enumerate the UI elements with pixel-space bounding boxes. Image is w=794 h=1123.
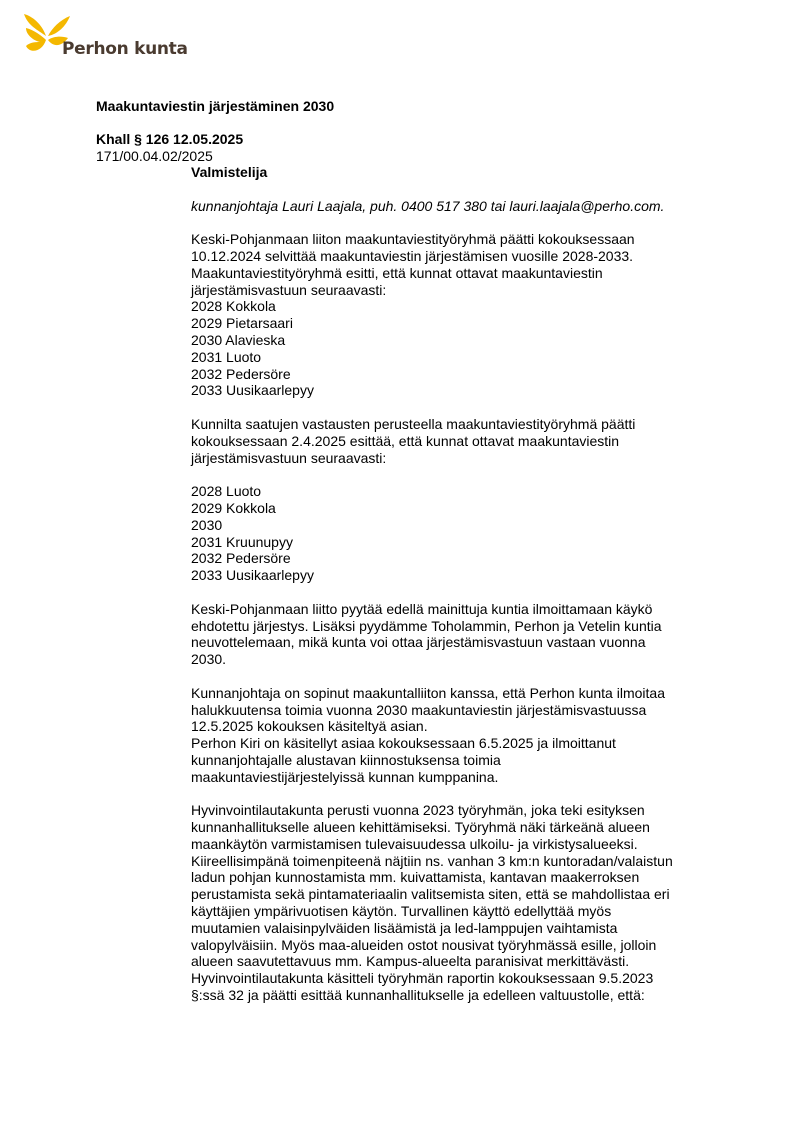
logo-wordmark: Perhon kunta [62,39,188,59]
list-item: 2032 Pedersöre [191,550,291,567]
paragraph-3 [191,601,751,668]
record-id: 171/00.04.02/2025 [96,148,213,164]
list-item: 2030 [191,516,223,533]
text-line: Kiireellisimpänä toimenpiteenä näjtiin ns. vanhan 3 km:n kuntoradan/valaistun [191,852,673,869]
text-line: Hyvinvointilautakunta käsitteli työryhmän raportin kokouksessaan 9.5.2023 [191,970,654,987]
list-item: 2031 Kruunupyy [191,533,293,550]
text-line: maakuntaviestijärjestelyissä kunnan kumppanina. [191,768,499,785]
list-item: 2029 Kokkola [191,499,276,516]
text-line: Maakuntaviestityöryhmä esitti, että kunnat ottavat maakuntaviestin [191,264,603,281]
paragraph-1 [191,231,751,399]
text-line: kokouksessaan 2.4.2025 esittää, että kunnat ottavat maakuntaviestin [191,432,620,449]
list-item: 2030 Alavieska [191,331,286,348]
text-line: halukkuutensa toimia vuonna 2030 maakuntaviestin järjestämisvastuussa [191,701,647,718]
text-line: Keski-Pohjanmaan liitto pyytää edellä mainittuja kuntia ilmoittamaan käykö [191,600,653,617]
list-item: 2032 Pedersöre [191,365,291,382]
list-item: 2028 Luoto [191,483,262,500]
perho-logo [22,12,192,60]
text-line: järjestämisvastuun seuraavasti: [191,449,387,466]
text-line: kunnanhallitukselle alueen kehittämiseksi. Työryhmä näki tärkeänä alueen [191,819,650,836]
text-line: muutamien valaisinpylväiden lisäämistä ja led-lamppujen vaihtamista [191,919,618,936]
text-line: perustamista sekä pintamateriaalin valitsemista siten, että se mahdollistaa eri [191,886,670,903]
preparer-heading: Valmistelija [191,164,268,180]
text-line: maankäytön varmistamisen tulevaisuudessa ulkoilu- ja virkistysalueeksi. [191,835,638,852]
list-2 [191,483,751,584]
list-item: 2031 Luoto [191,348,262,365]
document-body [191,164,751,1004]
text-line: 2030. [191,651,227,668]
text-line: Kunnanjohtaja on sopinut maakuntalliiton kanssa, että Perhon kunta ilmoitaa [191,684,665,701]
text-line: kunnanjohtajalle alustavan kiinnostuksensa toimia [191,751,501,768]
list-item: 2033 Uusikaarlepyy [191,382,314,399]
text-line: järjestämisvastuun seuraavasti: [191,281,387,298]
text-line: Keski-Pohjanmaan liiton maakuntaviestityöryhmä päätti kokouksessaan [191,231,635,248]
list-item: 2028 Kokkola [191,298,276,315]
text-line: Hyvinvointilautakunta perusti vuonna 2023 työryhmän, joka teki esityksen [191,802,645,819]
text-line: ehdotettu järjestys. Lisäksi pyydämme Toholammin, Perhon ja Vetelin kuntia [191,617,662,634]
text-line: §:ssä 32 ja päätti esittää kunnanhallitukselle ja edelleen valtuustolle, että: [191,987,645,1004]
text-line: valopylväisiin. Myös maa-alueiden ostot nousivat työryhmässä esille, jolloin [191,936,657,953]
list-item: 2029 Pietarsaari [191,315,293,332]
document-title: Maakuntaviestin järjestäminen 2030 [96,98,335,114]
text-line: 10.12.2024 selvittää maakuntaviestin järjestämisen vuosille 2028-2033. [191,247,634,264]
text-line: käyttäjien ympärivuotisen käytön. Turvallinen käyttö edellyttää myös [191,903,612,920]
meeting-reference: Khall § 126 12.05.2025 [96,131,244,147]
text-line: alueen saavutettavuus mm. Kampus-alueelta paranisivat merkittävästi. [191,953,630,970]
text-line: Perhon Kiri on käsitellyt asiaa kokouksessaan 6.5.2025 ja ilmoittanut [191,735,616,752]
paragraph-5 [191,802,751,1004]
preparer-contact: kunnanjohtaja Lauri Laajala, puh. 0400 517 380 tai lauri.laajala@perho.com. [191,197,665,214]
list-item: 2033 Uusikaarlepyy [191,567,314,584]
text-line: Kunnilta saatujen vastausten perusteella maakuntaviestityöryhmä päätti [191,415,636,432]
text-line: 12.5.2025 kokouksen käsiteltyä asian. [191,718,428,735]
text-line: ladun pohjan kunnostamista mm. kuivattamista, kantavan maakerroksen [191,869,640,886]
text-line: neuvottelemaan, mikä kunta voi ottaa järjestämisvastuun vastaan vuonna [191,634,646,651]
paragraph-2 [191,416,751,466]
paragraph-4 [191,685,751,786]
